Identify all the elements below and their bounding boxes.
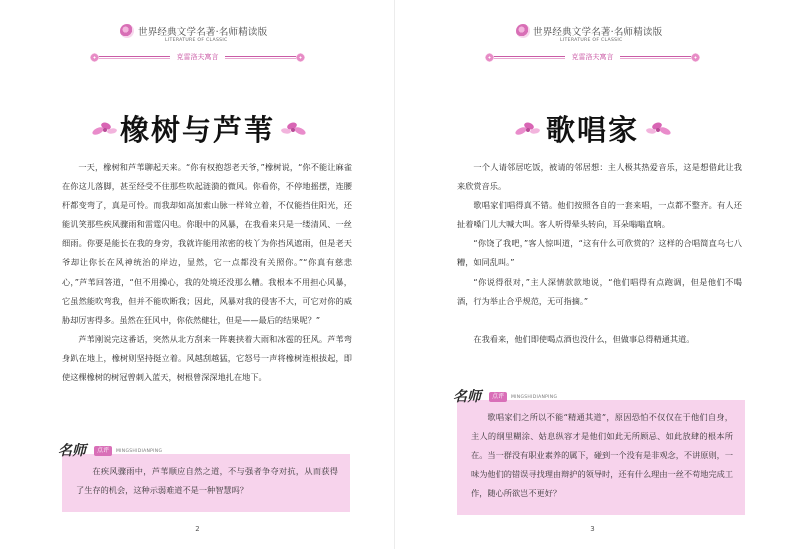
story-text <box>457 158 742 349</box>
series-emblem-icon <box>516 24 530 38</box>
commentary-badge <box>56 440 166 460</box>
badge-pinyin: MINGSHIDIANPING <box>511 395 558 400</box>
series-title: 世界经典文学名著·名师精读版 <box>138 27 268 38</box>
badge-tag: 点评 <box>94 446 112 456</box>
right-page <box>395 0 790 549</box>
commentary-paragraph: 在疾风骤雨中，芦苇顺应自然之道，不与强者争夺对抗，从而获得了生存的机会，这种示弱难道不是一种智慧吗？ <box>76 466 338 495</box>
flower-ornament-icon <box>280 120 306 136</box>
series-subtitle: LITERATURE OF CLASSIC <box>560 38 623 43</box>
page-header <box>0 22 395 70</box>
paragraph: “你饶了我吧，”客人惊叫道，“这有什么可欣赏的？这样的合唱简直乌七八糟，如同乱叫。” <box>457 238 742 268</box>
rose-ornament-icon <box>485 53 494 62</box>
paragraph: 一天，橡树和芦苇聊起天来。“你有权抱怨老天爷，”橡树说，“你不能让麻雀在你这儿落脚，甚至经受不住那些吹起涟漪的微风。你看你，不停地摇摆，连腰杆都变弯了，真是可怜。而我却如高加索山脉一样耸立着，不仅能挡住阳光，还能讥笑那些疾风骤雨和雷霆闪电。你眼中的风暴，在我看来只是一缕清风、一丝细雨。你要是能长在我的身旁，我就许能用浓密的枝丫为你挡风遮雨，但是老天爷却让你长在风神统治的岸边，显然，它一点都没有关照你。”“你真有慈悲心，”芦苇回答道，“但不用操心，我的处境还没那么糟。我根本不用担心风暴，它虽然能吹弯我，但并不能吹断我；因此，风暴对我的侵害不大，可它对你的威胁却厉害得多。虽然在狂风中，你依然健壮，但是——最后的结果呢？” <box>62 162 352 325</box>
series-subtitle: LITERATURE OF CLASSIC <box>165 38 228 43</box>
badge-label: 名师 <box>453 389 481 405</box>
chapter-title: 歌唱家 <box>545 113 639 147</box>
rose-ornament-icon <box>296 53 305 62</box>
rose-ornament-icon <box>691 53 700 62</box>
badge-label: 名师 <box>58 443 86 459</box>
page-number: 3 <box>590 525 595 533</box>
series-emblem-icon <box>120 24 134 38</box>
paragraph: 歌唱家们唱得真不错。他们按照各自的一套来唱，一点都不整齐。有人还扯着嗓门儿大喊大叫。客人听得晕头转向，耳朵嗡嗡直响。 <box>457 200 742 230</box>
badge-pinyin: MINGSHIDIANPING <box>116 449 163 454</box>
flower-ornament-icon <box>645 120 671 136</box>
commentary-text <box>76 462 338 500</box>
badge-tag: 点评 <box>489 392 507 402</box>
book-label: 克雷洛夫寓言 <box>170 52 225 62</box>
page-number: 2 <box>195 525 200 533</box>
paragraph: 芦苇刚说完这番话，突然从北方刮来一阵裹挟着大雨和冰雹的狂风。芦苇弯身趴在地上，橡树则坚持挺立着。风越刮越猛，它怒号一声将橡树连根拔起，即使这棵橡树的树冠曾刺入蓝天，树根曾深深地扎在地下。 <box>62 333 352 383</box>
page-header <box>395 22 790 70</box>
paragraph: “你说得很对，”主人深情款款地说，“他们唱得有点跑调，但是他们不喝酒，行为举止合乎规范，无可指摘。” <box>457 276 742 306</box>
paragraph: 一个人请邻居吃饭，被请的邻居想：主人极其热爱音乐，这是想借此让我来欣赏音乐。 <box>457 162 742 192</box>
commentary-badge <box>451 386 561 406</box>
story-text <box>62 158 352 387</box>
teacher-commentary-box <box>58 443 350 512</box>
series-title: 世界经典文学名著·名师精读版 <box>533 27 663 38</box>
rose-ornament-icon <box>90 53 99 62</box>
book-label: 克雷洛夫寓言 <box>565 52 620 62</box>
commentary-text <box>471 408 733 503</box>
commentary-paragraph: 歌唱家们之所以不能“精通其道”，原因恐怕不仅仅在于他们自身，主人的纲里糊涂、姑息纵容才是他们如此无所顾忌、如此放肆的根本所在。当一群没有职业素养的属下，碰到一个没有是非观念，不讲原则，一味为他们的错误寻找理由辩护的领导时，还有什么理由一丝不苟地完成工作，随心所欲岂不更好？ <box>471 412 734 498</box>
teacher-commentary-box <box>453 389 745 515</box>
paragraph: 在我看来，他们即使喝点酒也没什么，但做事总得精通其道。 <box>473 333 695 344</box>
chapter-title: 橡树与芦苇 <box>119 113 275 147</box>
